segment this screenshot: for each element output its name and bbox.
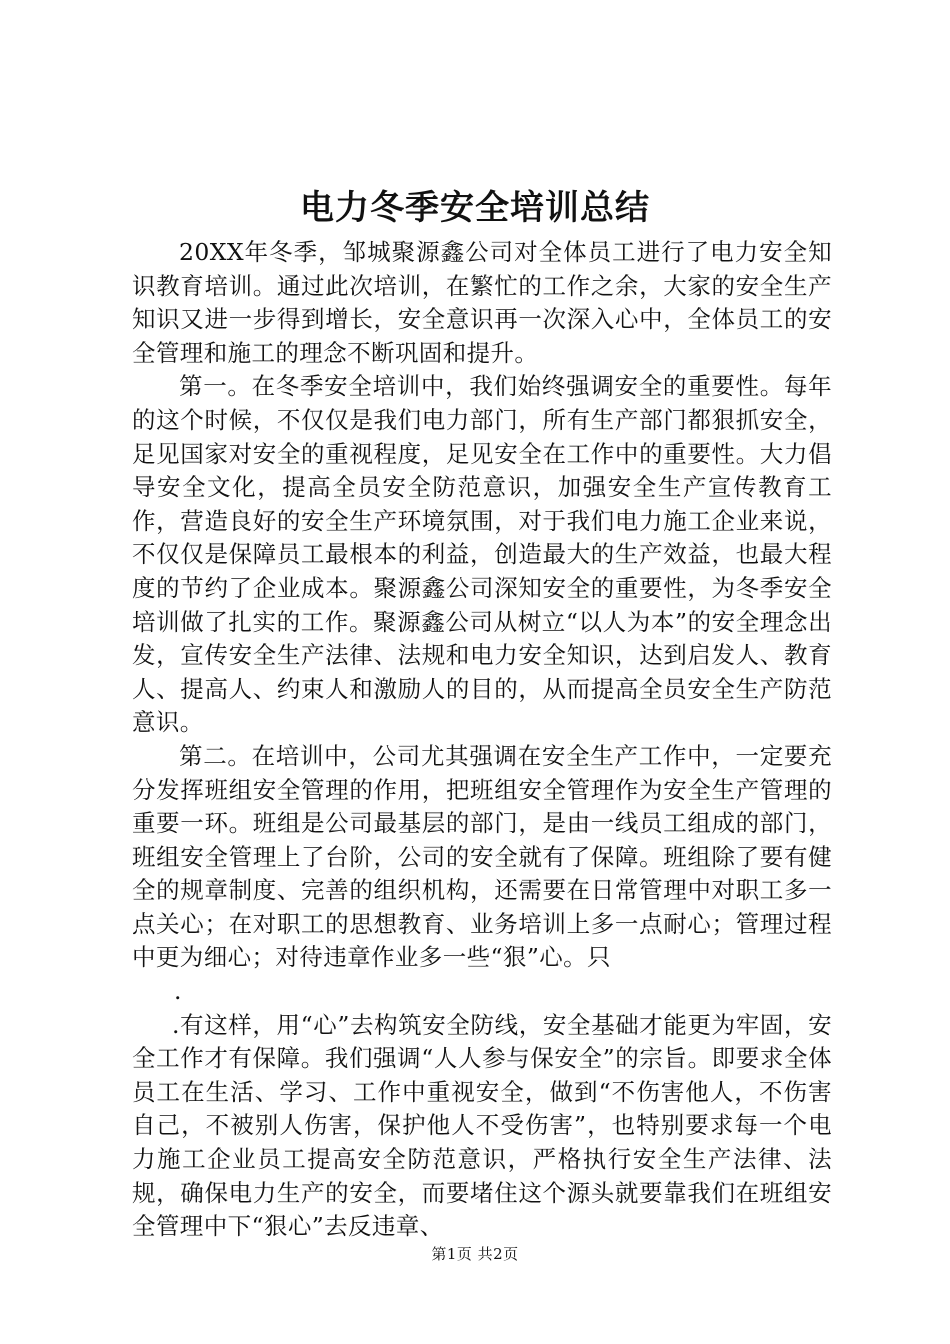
- paragraph-first-point: 第一。在冬季安全培训中，我们始终强调安全的重要性。每年的这个时候，不仅仅是我们电力部门，所有生产部门都狠抓安全，足见国家对安全的重视程度，足见安全在工作中的重要性。大力倡导安全文化，提高全员安全防范意识，加强安全生产宣传教育工作，营造良好的安全生产环境氛围，对于我们电力施工企业来说，不仅仅是保障员工最根本的利益，创造最大的生产效益，也最大程度的节约了企业成本。聚源鑫公司深知安全的重要性，为冬季安全培训做了扎实的工作。聚源鑫公司从树立“以人为本”的安全理念出发，宣传安全生产法律、法规和电力安全知识，达到启发人、教育人、提高人、约束人和激励人的目的，从而提高全员安全生产防范意识。: [132, 372, 832, 737]
- document-body: [132, 236, 832, 1244]
- stray-mark: .: [174, 977, 182, 1006]
- paragraph-intro: 20XX年冬季，邹城聚源鑫公司对全体员工进行了电力安全知识教育培训。通过此次培训，在繁忙的工作之余，大家的安全生产知识又进一步得到增长，安全意识再一次深入心中，全体员工的安全管理和施工的理念不断巩固和提升。: [132, 238, 832, 367]
- document-title: 电力冬季安全培训总结: [300, 188, 650, 228]
- paragraph-second-point: 第二。在培训中，公司尤其强调在安全生产工作中，一定要充分发挥班组安全管理的作用，把班组安全管理作为安全生产管理的重要一环。班组是公司最基层的部门，是由一线员工组成的部门，班组安全管理上了台阶，公司的安全就有了保障。班组除了要有健全的规章制度、完善的组织机构，还需要在日常管理中对职工多一点关心；在对职工的思想教育、业务培训上多一点耐心；管理过程中更为细心；对待违章作业多一些“狠”心。只: [132, 741, 832, 972]
- page-footer: 第1页 共2页: [431, 1245, 519, 1263]
- paragraph-continuation: .有这样，用“心”去构筑安全防线，安全基础才能更为牢固，安全工作才有保障。我们强调“人人参与保安全”的宗旨。即要求全体员工在生活、学习、工作中重视安全，做到“不伤害他人，不伤害自己，不被别人伤害，保护他人不受伤害”，也特别要求每一个电力施工企业员工提高安全防范意识，严格执行安全生产法律、法规，确保电力生产的安全，而要堵住这个源头就要靠我们在班组安全管理中下“狠心”去反违章、: [132, 1010, 832, 1241]
